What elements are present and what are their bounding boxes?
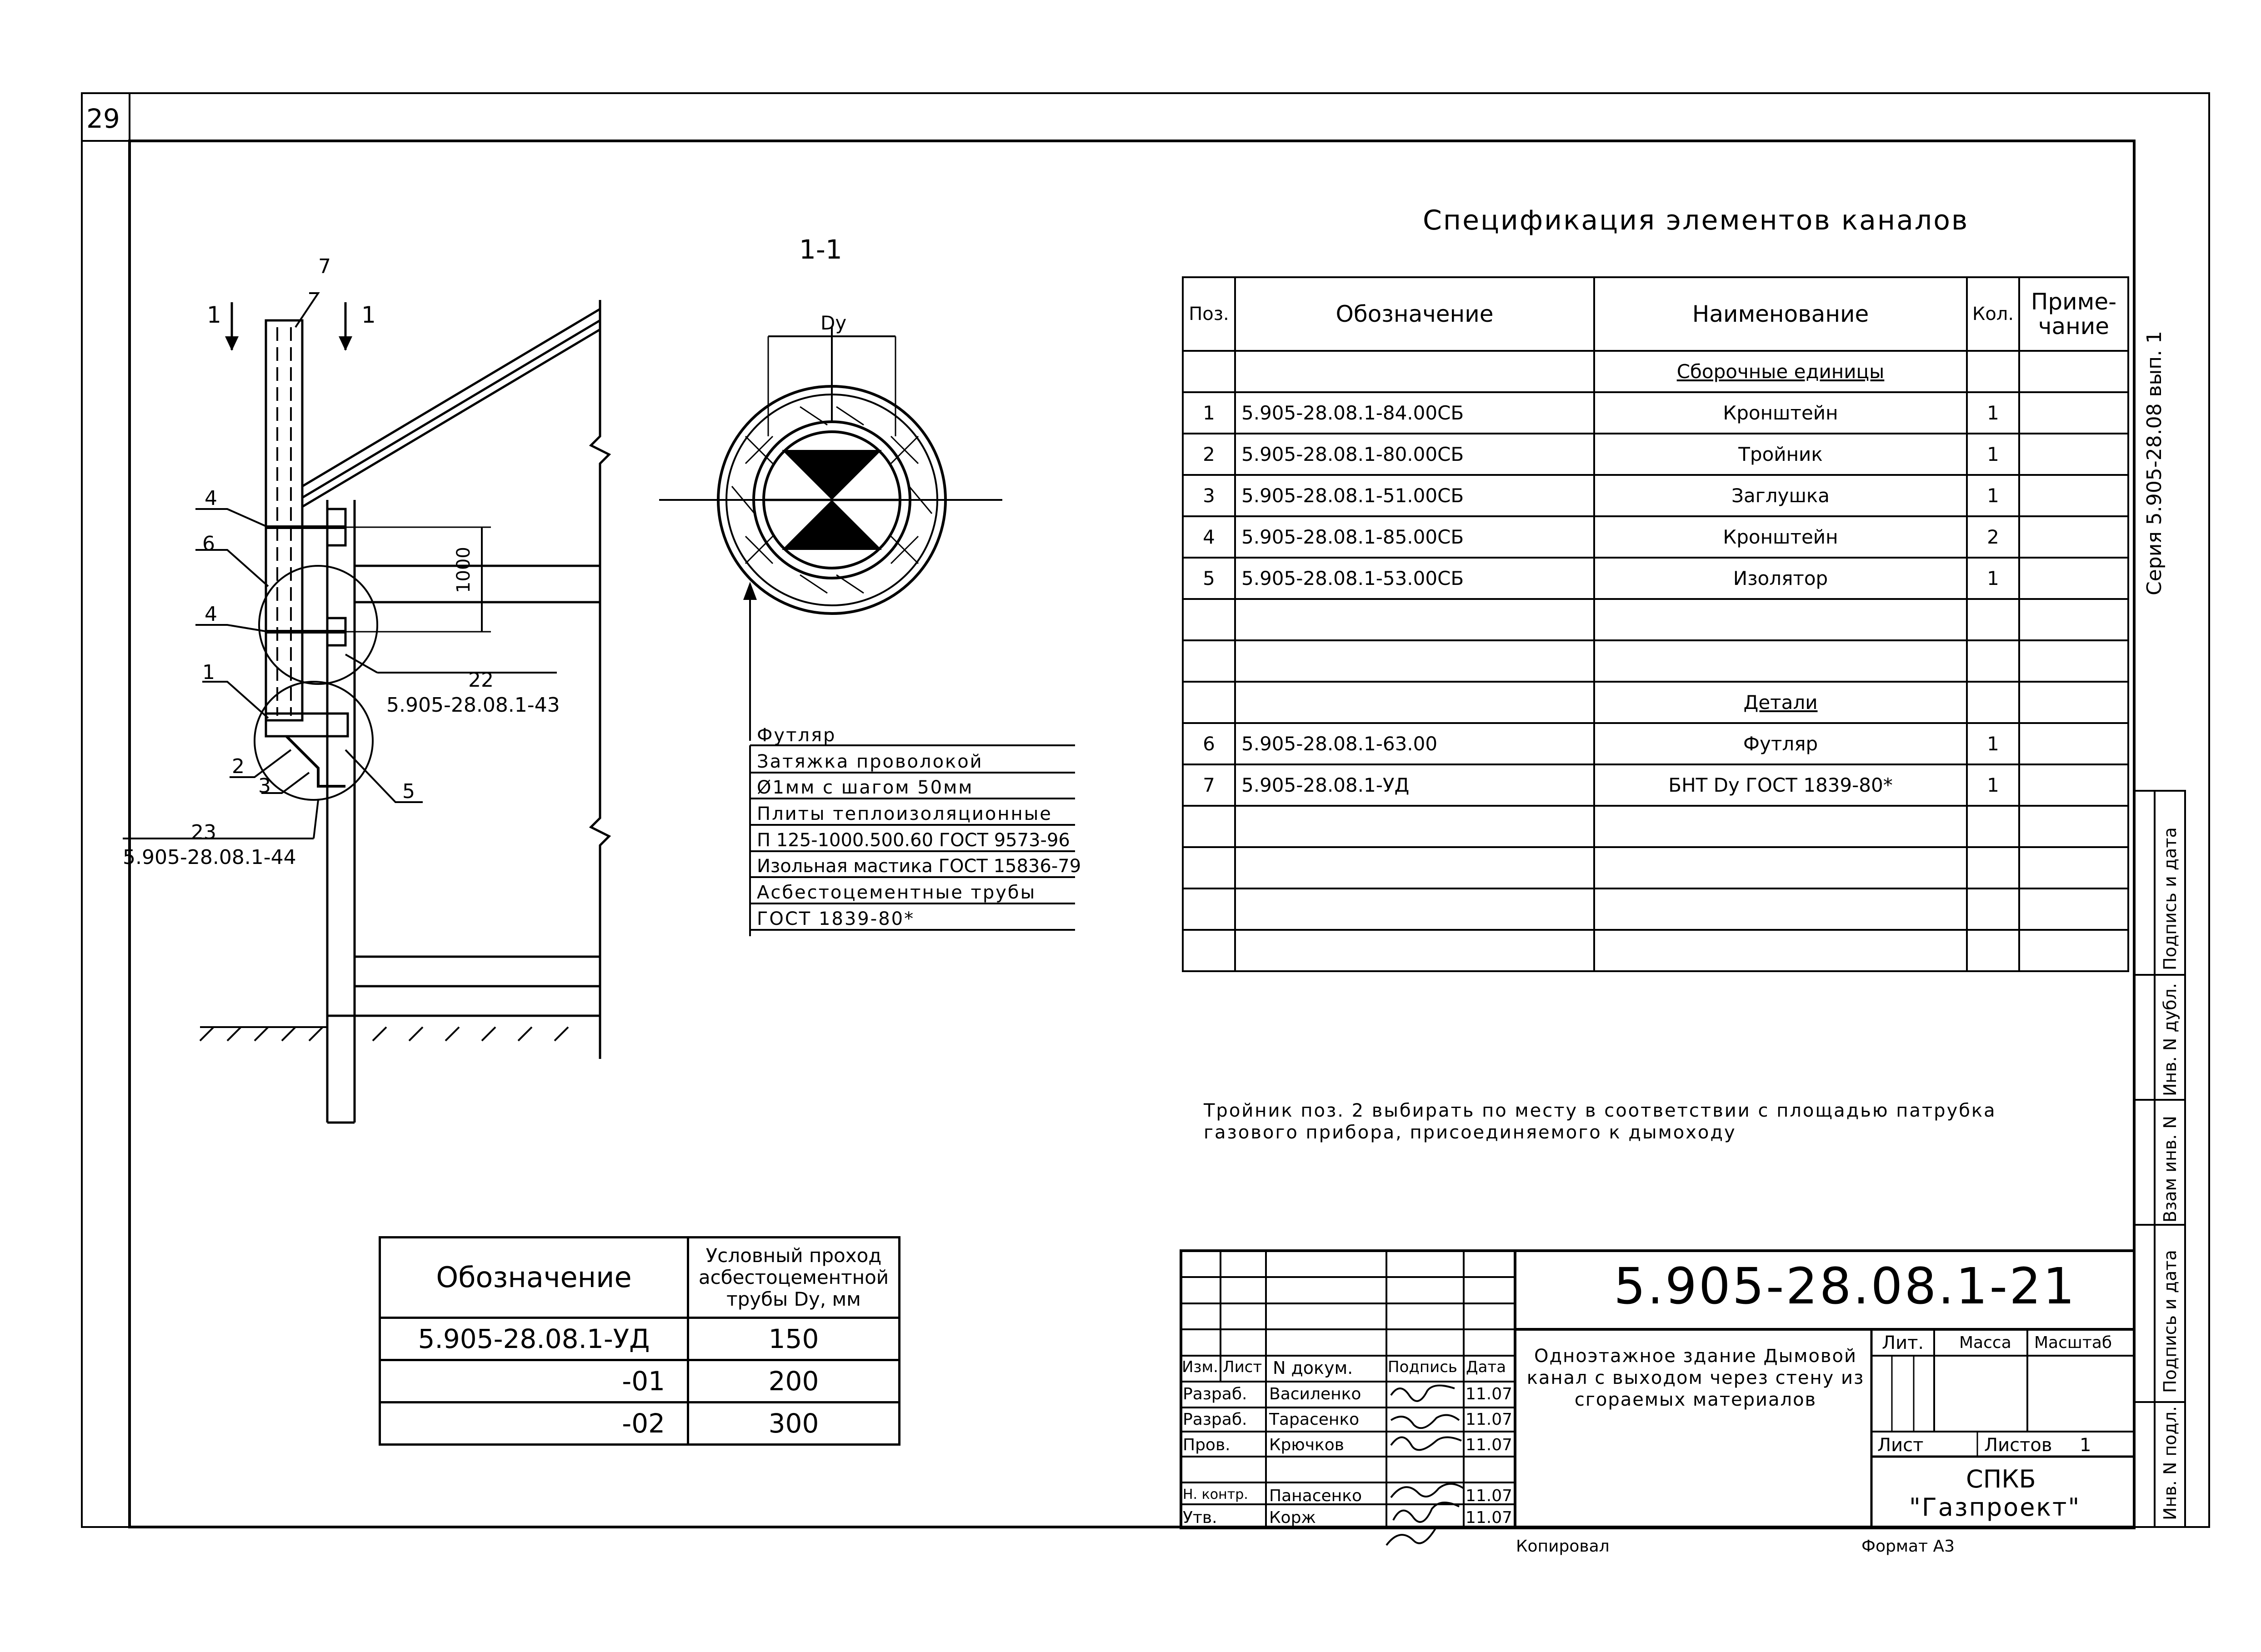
spec-pos: 2 xyxy=(1183,434,1235,475)
dy-h-pass: Условный проход асбестоцементной трубы Dy, мм xyxy=(688,1238,900,1318)
legend-line: Затяжка проволокой xyxy=(757,751,983,772)
callout-23-doc: 5.905-28.08.1-44 xyxy=(123,846,296,869)
spec-designation: 5.905-28.08.1-85.00СБ xyxy=(1235,516,1594,558)
table-row xyxy=(1183,475,2128,516)
callout-6: 6 xyxy=(202,532,215,555)
note-text: Тройник поз. 2 выбирать по месту в соответствии с площадью патрубка газового прибора, присоединяемого к дымоходу xyxy=(1204,1100,1996,1143)
stamp-date: 11.07 xyxy=(1466,1410,1513,1429)
spec-designation: 5.905-28.08.1-53.00СБ xyxy=(1235,558,1594,599)
footer-copied: Копировал xyxy=(1516,1537,1610,1556)
spec-name: Тройник xyxy=(1594,434,1967,475)
table-row xyxy=(1183,806,2128,847)
org-name-2: "Газпроект" xyxy=(1909,1493,2081,1522)
stamp-date: 11.07 xyxy=(1466,1508,1513,1527)
spec-header-row xyxy=(1183,277,2128,351)
table-row xyxy=(380,1402,900,1445)
stamp-role: Утв. xyxy=(1183,1508,1217,1527)
spec-name: Заглушка xyxy=(1594,475,1967,516)
callout-22-doc: 5.905-28.08.1-43 xyxy=(386,694,560,717)
stamp-role: Пров. xyxy=(1183,1436,1231,1454)
spec-pos: 4 xyxy=(1183,516,1235,558)
dy-designation: -01 xyxy=(380,1360,688,1402)
stamp-name: Панасенко xyxy=(1269,1487,1362,1505)
spec-pos: 5 xyxy=(1183,558,1235,599)
spec-pos: 1 xyxy=(1183,392,1235,434)
stamp-name: Василенко xyxy=(1269,1385,1361,1403)
spec-pos: 3 xyxy=(1183,475,1235,516)
dy-table-header xyxy=(380,1238,900,1318)
spec-name: Кронштейн xyxy=(1594,392,1967,434)
dy-value: 200 xyxy=(688,1360,900,1402)
stamp-role: Разраб. xyxy=(1183,1385,1247,1403)
stamp-role: Н. контр. xyxy=(1183,1487,1248,1502)
spec-qty: 1 xyxy=(1967,392,2019,434)
spec-designation: 5.905-28.08.1-51.00СБ xyxy=(1235,475,1594,516)
spec-h-designation: Обозначение xyxy=(1235,277,1594,351)
dy-label: Dy xyxy=(820,312,847,334)
table-row xyxy=(1183,392,2128,434)
dy-table xyxy=(379,1236,900,1446)
document-code: 5.905-28.08.1-21 xyxy=(1614,1257,2077,1315)
spec-section-assembly-text: Сборочные единицы xyxy=(1676,360,1885,383)
table-row xyxy=(1183,516,2128,558)
spec-designation: 5.905-28.08.1-63.00 xyxy=(1235,723,1594,764)
legend-line: Асбестоцементные трубы xyxy=(757,882,1036,903)
callout-2: 2 xyxy=(232,755,245,778)
spec-designation: 5.905-28.08.1-84.00СБ xyxy=(1235,392,1594,434)
org-name-1: СПКБ xyxy=(1966,1465,2036,1493)
stamp-listov: 1 xyxy=(2080,1435,2091,1456)
spec-pos: 6 xyxy=(1183,723,1235,764)
spec-section-row xyxy=(1183,351,2128,392)
callout-3: 3 xyxy=(258,774,271,798)
side-podpis-2: Подпись и дата xyxy=(2160,827,2180,970)
table-row xyxy=(1183,599,2128,640)
table-row xyxy=(1183,558,2128,599)
stamp-listov-label: Листов xyxy=(1984,1435,2052,1456)
spec-qty: 1 xyxy=(1967,558,2019,599)
callout-1: 1 xyxy=(202,661,215,684)
spec-title: Спецификация элементов каналов xyxy=(1423,205,1969,236)
callout-7: 7 xyxy=(318,255,331,278)
legend-line: Плиты теплоизоляционные xyxy=(757,804,1052,824)
stamp-h-podpis: Подпись xyxy=(1388,1358,1457,1376)
stamp-list-label: Лист xyxy=(1877,1435,1924,1456)
legend-line: ГОСТ 1839-80* xyxy=(757,908,915,929)
stamp-name: Крючков xyxy=(1269,1436,1344,1454)
spec-h-pos: Поз. xyxy=(1183,277,1235,351)
stamp-h-list: Лист xyxy=(1223,1358,1262,1376)
table-row xyxy=(1183,723,2128,764)
spec-name: Изолятор xyxy=(1594,558,1967,599)
stamp-lit: Лит. xyxy=(1882,1333,1924,1353)
callout-23: 23 xyxy=(191,821,216,844)
legend-line: П 125-1000.500.60 ГОСТ 9573-96 xyxy=(757,830,1070,851)
footer-format: Формат А3 xyxy=(1861,1537,1955,1556)
table-row xyxy=(1183,888,2128,930)
drawing-title: Одноэтажное здание Дымовой канал с выходом через стену из сгораемых материалов xyxy=(1526,1346,1865,1410)
dy-designation: 5.905-28.08.1-УД xyxy=(380,1318,688,1360)
table-row xyxy=(380,1318,900,1360)
dimension-1000: 1000 xyxy=(453,547,474,593)
dy-designation: -02 xyxy=(380,1402,688,1445)
spec-section-details xyxy=(1594,682,1967,723)
legend-line: Изольная мастика ГОСТ 15836-79 xyxy=(757,856,1081,877)
callout-4b: 4 xyxy=(205,603,217,626)
stamp-massa: Масса xyxy=(1959,1333,2011,1352)
series-label: Серия 5.905-28.08 вып. 1 xyxy=(2143,331,2166,595)
legend-line: Футляр xyxy=(757,725,836,746)
stamp-role: Разраб. xyxy=(1183,1410,1247,1429)
spec-h-note: Приме- чание xyxy=(2019,277,2128,351)
stamp-date: 11.07 xyxy=(1466,1487,1513,1505)
sheet-number: 29 xyxy=(86,103,120,134)
stamp-h-ndok: N докум. xyxy=(1273,1358,1353,1378)
spec-qty: 1 xyxy=(1967,434,2019,475)
spec-section-assembly xyxy=(1594,351,1967,392)
callout-22: 22 xyxy=(468,669,494,692)
side-inv-dubl: Инв. N дубл. xyxy=(2160,983,2180,1096)
spec-name: Кронштейн xyxy=(1594,516,1967,558)
table-row xyxy=(1183,847,2128,888)
table-row xyxy=(380,1360,900,1402)
side-inv-podl: Инв. N подл. xyxy=(2160,1406,2180,1520)
spec-designation: 5.905-28.08.1-УД xyxy=(1235,764,1594,806)
side-podpis-1: Подпись и дата xyxy=(2160,1250,2180,1393)
dy-h-designation: Обозначение xyxy=(380,1238,688,1318)
stamp-name: Корж xyxy=(1269,1508,1316,1527)
spec-name: Футляр xyxy=(1594,723,1967,764)
spec-h-qty: Кол. xyxy=(1967,277,2019,351)
side-vzam: Взам инв. N xyxy=(2160,1116,2180,1223)
spec-name: БНТ Dy ГОСТ 1839-80* xyxy=(1594,764,1967,806)
stamp-date: 11.07 xyxy=(1466,1436,1513,1454)
callout-5: 5 xyxy=(402,780,415,803)
table-row xyxy=(1183,764,2128,806)
spec-table xyxy=(1182,276,2129,972)
stamp-name: Тарасенко xyxy=(1269,1410,1360,1429)
cut-mark-left: 1 xyxy=(207,302,221,328)
section-label: 1-1 xyxy=(799,234,842,265)
stamp-date: 11.07 xyxy=(1466,1385,1513,1403)
spec-qty: 1 xyxy=(1967,723,2019,764)
dy-value: 150 xyxy=(688,1318,900,1360)
spec-qty: 1 xyxy=(1967,475,2019,516)
stamp-h-data: Дата xyxy=(1466,1358,1506,1376)
spec-section-details-text: Детали xyxy=(1743,691,1818,714)
spec-pos: 7 xyxy=(1183,764,1235,806)
spec-qty: 2 xyxy=(1967,516,2019,558)
callout-4a: 4 xyxy=(205,487,217,510)
stamp-h-izm: Изм. xyxy=(1182,1358,1218,1376)
legend-line: Ø1мм с шагом 50мм xyxy=(757,777,974,798)
spec-h-name: Наименование xyxy=(1594,277,1967,351)
table-row xyxy=(1183,434,2128,475)
table-row xyxy=(1183,930,2128,971)
cut-mark-right: 1 xyxy=(361,302,376,328)
spec-section-row xyxy=(1183,682,2128,723)
spec-designation: 5.905-28.08.1-80.00СБ xyxy=(1235,434,1594,475)
stamp-masshtab: Масштаб xyxy=(2034,1333,2112,1352)
spec-qty: 1 xyxy=(1967,764,2019,806)
table-row xyxy=(1183,640,2128,682)
dy-value: 300 xyxy=(688,1402,900,1445)
signatures xyxy=(1386,1386,1464,1545)
